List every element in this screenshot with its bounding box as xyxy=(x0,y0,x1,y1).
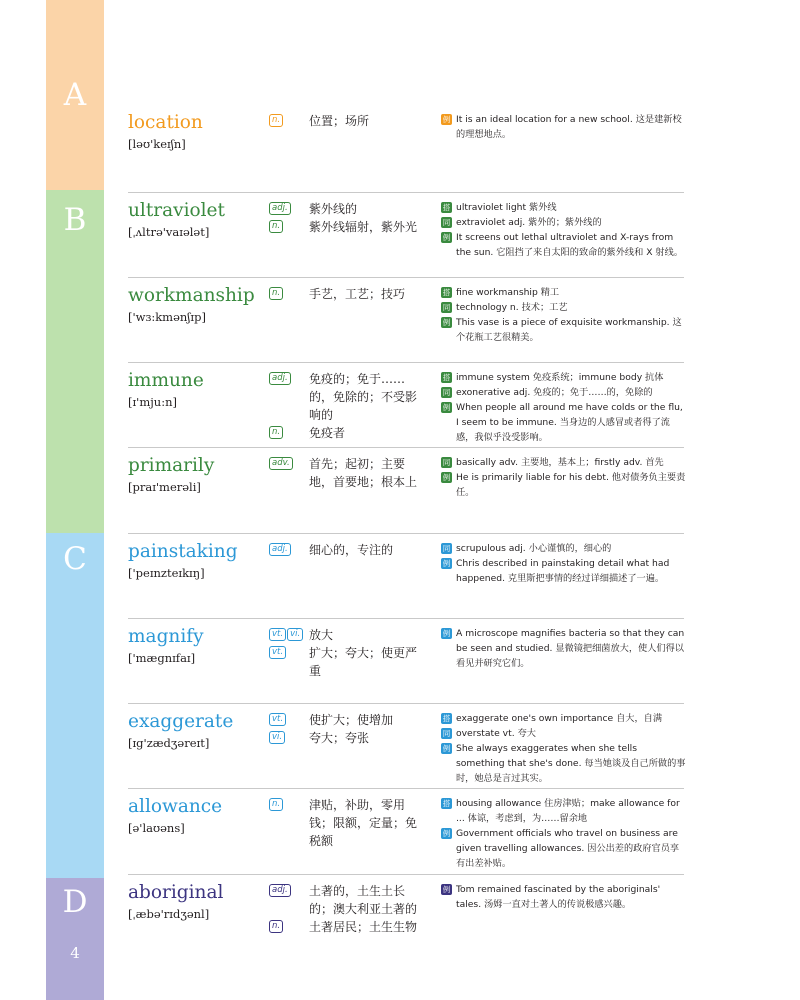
examples xyxy=(441,541,687,586)
headword: painstaking xyxy=(128,541,238,562)
example-text: When people all around me have colds or the flu, I seem to be immune. 当身边的人感冒或者得了流感，我似乎没受影响。 xyxy=(456,402,683,443)
phonetic: [ə'laʊəns] xyxy=(128,821,185,835)
example-badge: 同 xyxy=(442,218,451,227)
part-of-speech-tag: vi. xyxy=(287,628,303,641)
entry-divider xyxy=(128,447,684,448)
headword: immune xyxy=(128,370,204,391)
entry-divider xyxy=(128,192,684,193)
definition-text: 位置；场所 xyxy=(309,114,370,128)
definition-row xyxy=(269,541,427,559)
example-row xyxy=(441,882,687,912)
section-band-d xyxy=(46,878,104,1000)
example-badge: 例 xyxy=(442,744,451,753)
example-row xyxy=(441,796,687,826)
example-badge: 例 xyxy=(442,473,451,482)
example-badge: 同 xyxy=(442,544,451,553)
phonetic: [ɪ'mju:n] xyxy=(128,395,177,409)
example-text: exonerative adj. 免疫的；免于……的，免除的 xyxy=(456,387,653,398)
headword: magnify xyxy=(128,626,204,647)
word-entry xyxy=(128,796,688,876)
example-row xyxy=(441,300,687,315)
entry-divider xyxy=(128,874,684,875)
section-band-c xyxy=(46,533,104,878)
example-badge: 同 xyxy=(442,303,451,312)
example-row xyxy=(441,470,687,500)
part-of-speech-tag: n. xyxy=(269,287,283,300)
part-of-speech-tag: vt. xyxy=(269,628,286,641)
examples xyxy=(441,796,687,871)
example-text: immune system 免疫系统；immune body 抗体 xyxy=(456,372,664,383)
definitions xyxy=(269,112,427,130)
definition-text: 细心的，专注的 xyxy=(309,543,394,557)
word-entry xyxy=(128,541,688,621)
definition-row xyxy=(269,918,427,936)
example-text: scrupulous adj. 小心谨慎的，细心的 xyxy=(456,543,612,554)
examples xyxy=(441,285,687,345)
definition-text: 放大 xyxy=(309,628,334,642)
entry-divider xyxy=(128,533,684,534)
example-text: basically adv. 主要地，基本上；firstly adv. 首先 xyxy=(456,457,664,468)
example-badge: 例 xyxy=(442,829,451,838)
example-row xyxy=(441,711,687,726)
page-number: 4 xyxy=(70,944,80,962)
example-badge: 搭 xyxy=(442,714,451,723)
definition-row xyxy=(269,711,427,729)
example-badge: 搭 xyxy=(442,799,451,808)
word-entry xyxy=(128,112,688,192)
example-row xyxy=(441,741,687,786)
phonetic: [ˌʌltrə'vaɪələt] xyxy=(128,225,210,239)
definition-text: 扩大；夸大；使更严重 xyxy=(309,646,418,678)
definitions xyxy=(269,882,427,936)
word-entry xyxy=(128,882,688,962)
examples xyxy=(441,112,687,142)
example-row xyxy=(441,285,687,300)
example-row xyxy=(441,385,687,400)
definition-text: 首先；起初；主要地，首要地；根本上 xyxy=(309,457,418,489)
example-row xyxy=(441,626,687,671)
definitions xyxy=(269,370,427,442)
example-text: Chris described in painstaking detail what had happened. 克里斯把事情的经过详细描述了一遍。 xyxy=(456,558,670,584)
part-of-speech-tag: n. xyxy=(269,220,283,233)
definition-text: 紫外线辐射，紫外光 xyxy=(309,220,418,234)
example-text: This vase is a piece of exquisite workmanship. 这个花瓶工艺很精美。 xyxy=(456,317,682,343)
definition-row xyxy=(269,370,427,424)
example-badge: 例 xyxy=(442,115,451,124)
definition-text: 使扩大；使增加 xyxy=(309,713,394,727)
example-badge: 例 xyxy=(442,629,451,638)
phonetic: [ˌæbə'rɪdʒənl] xyxy=(128,907,210,921)
example-text: He is primarily liable for his debt. 他对债务负主要责任。 xyxy=(456,472,686,498)
part-of-speech-tag: n. xyxy=(269,920,283,933)
example-text: Government officials who travel on business are given travelling allowances. 因公出差的政府官员享有出差补贴。 xyxy=(456,828,680,869)
example-text: housing allowance 住房津贴；make allowance for ... 体谅，考虑到，为……留余地 xyxy=(456,798,680,824)
example-badge: 搭 xyxy=(442,373,451,382)
example-text: exaggerate one's own importance 自大，自满 xyxy=(456,713,663,724)
part-of-speech-tag: adj. xyxy=(269,202,291,215)
example-row xyxy=(441,826,687,871)
definition-row xyxy=(269,882,427,918)
example-badge: 例 xyxy=(442,559,451,568)
entry-divider xyxy=(128,618,684,619)
word-entry xyxy=(128,370,688,450)
definition-row xyxy=(269,424,427,442)
examples xyxy=(441,882,687,912)
example-row xyxy=(441,726,687,741)
entry-divider xyxy=(128,703,684,704)
example-badge: 同 xyxy=(442,458,451,467)
definitions xyxy=(269,796,427,850)
phonetic: [ləʊ'keɪʃn] xyxy=(128,137,186,151)
example-row xyxy=(441,556,687,586)
example-badge: 例 xyxy=(442,233,451,242)
definition-text: 夸大；夸张 xyxy=(309,731,370,745)
headword: allowance xyxy=(128,796,223,817)
example-row xyxy=(441,541,687,556)
example-row xyxy=(441,230,687,260)
example-badge: 搭 xyxy=(442,203,451,212)
definitions xyxy=(269,626,427,680)
entry-divider xyxy=(128,277,684,278)
headword: exaggerate xyxy=(128,711,234,732)
example-row xyxy=(441,112,687,142)
example-row xyxy=(441,315,687,345)
word-entry xyxy=(128,285,688,365)
definition-text: 免疫的；免于……的，免除的；不受影响的 xyxy=(309,372,418,422)
definition-text: 紫外线的 xyxy=(309,202,358,216)
word-entry xyxy=(128,711,688,791)
definitions xyxy=(269,285,427,303)
phonetic: [praɪ'merəli] xyxy=(128,480,201,494)
definitions xyxy=(269,455,427,491)
example-row xyxy=(441,200,687,215)
definitions xyxy=(269,711,427,747)
section-band-b xyxy=(46,190,104,533)
section-letter: D xyxy=(62,884,88,920)
definition-text: 土著的，土生土长的；澳大利亚土著的 xyxy=(309,884,418,916)
definition-row xyxy=(269,200,427,218)
example-badge: 搭 xyxy=(442,288,451,297)
part-of-speech-tag: vi. xyxy=(269,731,285,744)
examples xyxy=(441,200,687,260)
section-letter: B xyxy=(63,202,87,238)
definition-text: 手艺，工艺；技巧 xyxy=(309,287,406,301)
example-badge: 例 xyxy=(442,403,451,412)
example-text: extraviolet adj. 紫外的；紫外线的 xyxy=(456,217,602,228)
definition-row xyxy=(269,112,427,130)
part-of-speech-tag: vt. xyxy=(269,646,286,659)
example-row xyxy=(441,370,687,385)
phonetic: ['mægnɪfaɪ] xyxy=(128,651,196,665)
headword: ultraviolet xyxy=(128,200,225,221)
part-of-speech-tag: n. xyxy=(269,426,283,439)
example-badge: 例 xyxy=(442,318,451,327)
examples xyxy=(441,370,687,445)
word-entry xyxy=(128,200,688,280)
definition-text: 津贴，补助，零用钱；限额，定量；免税额 xyxy=(309,798,418,848)
part-of-speech-tag: adv. xyxy=(269,457,293,470)
definition-row xyxy=(269,285,427,303)
example-row xyxy=(441,215,687,230)
example-badge: 例 xyxy=(442,885,451,894)
entry-divider xyxy=(128,362,684,363)
definition-row xyxy=(269,796,427,850)
entry-divider xyxy=(128,788,684,789)
phonetic: [ɪg'zædʒəreɪt] xyxy=(128,736,210,750)
definition-row xyxy=(269,729,427,747)
example-text: It is an ideal location for a new school. 这是建新校的理想地点。 xyxy=(456,114,682,140)
example-text: overstate vt. 夸大 xyxy=(456,728,536,739)
definitions xyxy=(269,541,427,559)
definition-row xyxy=(269,455,427,491)
section-band-a xyxy=(46,0,104,190)
definition-row xyxy=(269,644,427,680)
example-text: She always exaggerates when she tells something that she's done. 每当她谈及自己所做的事时，她总是言过其实。 xyxy=(456,743,686,784)
phonetic: ['wɜ:kmənʃɪp] xyxy=(128,310,206,324)
example-text: It screens out lethal ultraviolet and X-rays from the sun. 它阻挡了来自太阳的致命的紫外线和 X 射线。 xyxy=(456,232,683,258)
example-badge: 同 xyxy=(442,388,451,397)
examples xyxy=(441,455,687,500)
definition-row xyxy=(269,218,427,236)
example-text: fine workmanship 精工 xyxy=(456,287,560,298)
section-letter: C xyxy=(63,541,87,577)
definition-text: 土著居民；土生生物 xyxy=(309,920,418,934)
part-of-speech-tag: adj. xyxy=(269,543,291,556)
example-badge: 同 xyxy=(442,729,451,738)
example-text: technology n. 技术；工艺 xyxy=(456,302,568,313)
example-text: Tom remained fascinated by the aboriginals' tales. 汤姆一直对土著人的传说极感兴趣。 xyxy=(456,884,661,910)
section-letter: A xyxy=(63,77,87,113)
headword: workmanship xyxy=(128,285,255,306)
headword: location xyxy=(128,112,203,133)
part-of-speech-tag: adj. xyxy=(269,884,291,897)
part-of-speech-tag: adj. xyxy=(269,372,291,385)
headword: primarily xyxy=(128,455,215,476)
definition-text: 免疫者 xyxy=(309,426,346,440)
definitions xyxy=(269,200,427,236)
word-entry xyxy=(128,626,688,706)
word-entry xyxy=(128,455,688,535)
definition-row xyxy=(269,626,427,644)
phonetic: ['peɪnzteɪkɪŋ] xyxy=(128,566,205,580)
example-text: ultraviolet light 紫外线 xyxy=(456,202,557,213)
examples xyxy=(441,711,687,786)
part-of-speech-tag: vt. xyxy=(269,713,286,726)
example-row xyxy=(441,455,687,470)
example-text: A microscope magnifies bacteria so that they can be seen and studied. 显微镜把细菌放大，使人们得以看见并研究它们。 xyxy=(456,628,685,669)
part-of-speech-tag: n. xyxy=(269,114,283,127)
headword: aboriginal xyxy=(128,882,224,903)
part-of-speech-tag: n. xyxy=(269,798,283,811)
examples xyxy=(441,626,687,671)
example-row xyxy=(441,400,687,445)
